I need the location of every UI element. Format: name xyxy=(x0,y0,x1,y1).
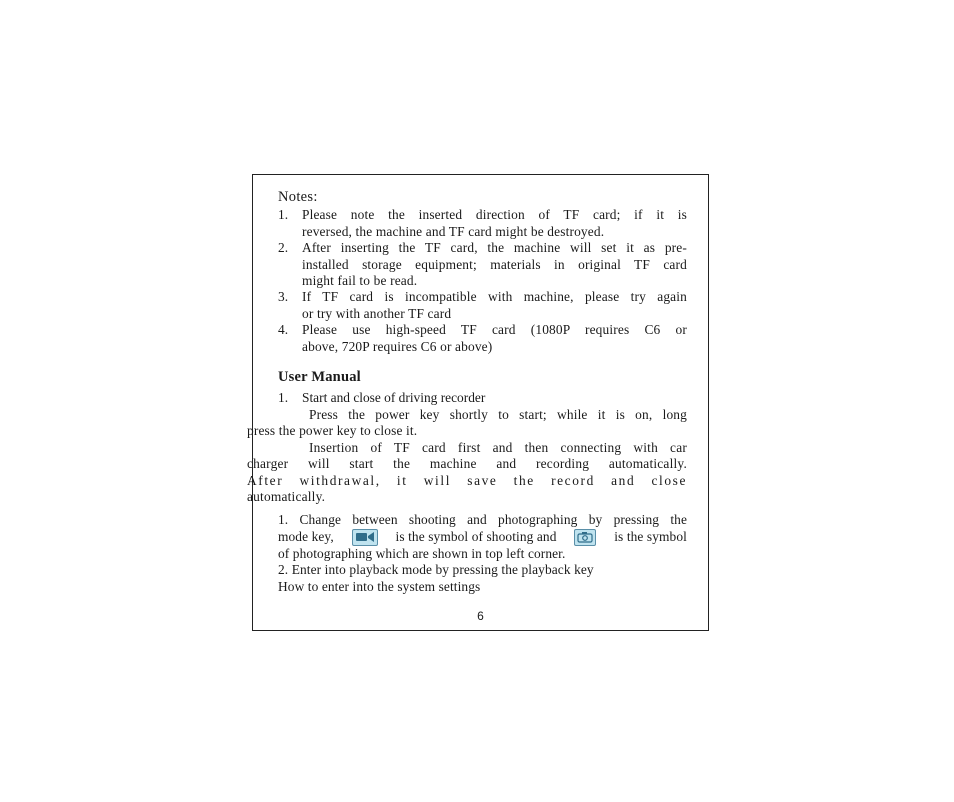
note-text-line: installed storage equipment; materials in original TF card xyxy=(302,256,687,272)
shooting-symbol-text: is the symbol of shooting and xyxy=(395,529,557,545)
step-text: Start and close of driving recorder xyxy=(302,390,486,406)
step-number: 1. xyxy=(278,390,289,406)
note-item-3 xyxy=(278,289,687,322)
page-frame xyxy=(247,174,709,631)
manual-step-1 xyxy=(278,390,687,406)
note-number: 3. xyxy=(278,289,289,305)
paragraph-line: press the power key to close it. xyxy=(247,423,418,439)
power-key-paragraph xyxy=(247,406,687,440)
photo-camera-icon xyxy=(574,529,596,546)
paragraph-line: Insertion of TF card first and then connecting with car xyxy=(309,439,687,455)
note-number: 4. xyxy=(278,322,289,338)
notes-title: Notes: xyxy=(278,189,318,205)
mode-key-text: mode key, xyxy=(278,529,334,545)
paragraph-line: charger will start the machine and recording automatically. xyxy=(247,456,687,472)
note-text-line: After inserting the TF card, the machine will set it as pre- xyxy=(302,240,687,256)
mode-key-line xyxy=(278,529,687,546)
note-item-4 xyxy=(278,322,687,355)
photographing-symbol-text: is the symbol xyxy=(614,529,687,545)
settings-line: How to enter into the system settings xyxy=(278,578,481,594)
note-text-line: above, 720P requires C6 or above) xyxy=(302,338,493,354)
user-manual-heading: User Manual xyxy=(278,369,361,386)
paragraph-line: After withdrawal, it will save the record and close xyxy=(247,472,687,488)
paragraph-line: Press the power key shortly to start; while it is on, long xyxy=(309,406,687,422)
note-text-line: reversed, the machine and TF card might be destroyed. xyxy=(302,223,605,239)
note-text-line: might fail to be read. xyxy=(302,273,418,289)
note-text-line: Please use high-speed TF card (1080P requires C6 or xyxy=(302,322,687,338)
playback-line: 2. Enter into playback mode by pressing the playback key xyxy=(278,562,594,578)
page-number: 6 xyxy=(477,609,484,623)
note-text-line: If TF card is incompatible with machine, please try again xyxy=(302,289,687,305)
note-text-line: or try with another TF card xyxy=(302,305,452,321)
mode-key-block xyxy=(278,512,687,595)
paragraph-line: of photographing which are shown in top left corner. xyxy=(278,545,566,561)
note-item-1 xyxy=(278,207,687,240)
note-number: 2. xyxy=(278,240,289,256)
tf-card-paragraph xyxy=(247,439,687,506)
note-text-line: Please note the inserted direction of TF card; if it is xyxy=(302,207,687,223)
note-number: 1. xyxy=(278,207,289,223)
note-item-2 xyxy=(278,240,687,289)
video-camera-icon xyxy=(352,529,378,546)
paragraph-line: 1. Change between shooting and photographing by pressing the xyxy=(278,512,687,528)
paragraph-line: automatically. xyxy=(247,488,326,504)
page-content xyxy=(247,189,687,595)
